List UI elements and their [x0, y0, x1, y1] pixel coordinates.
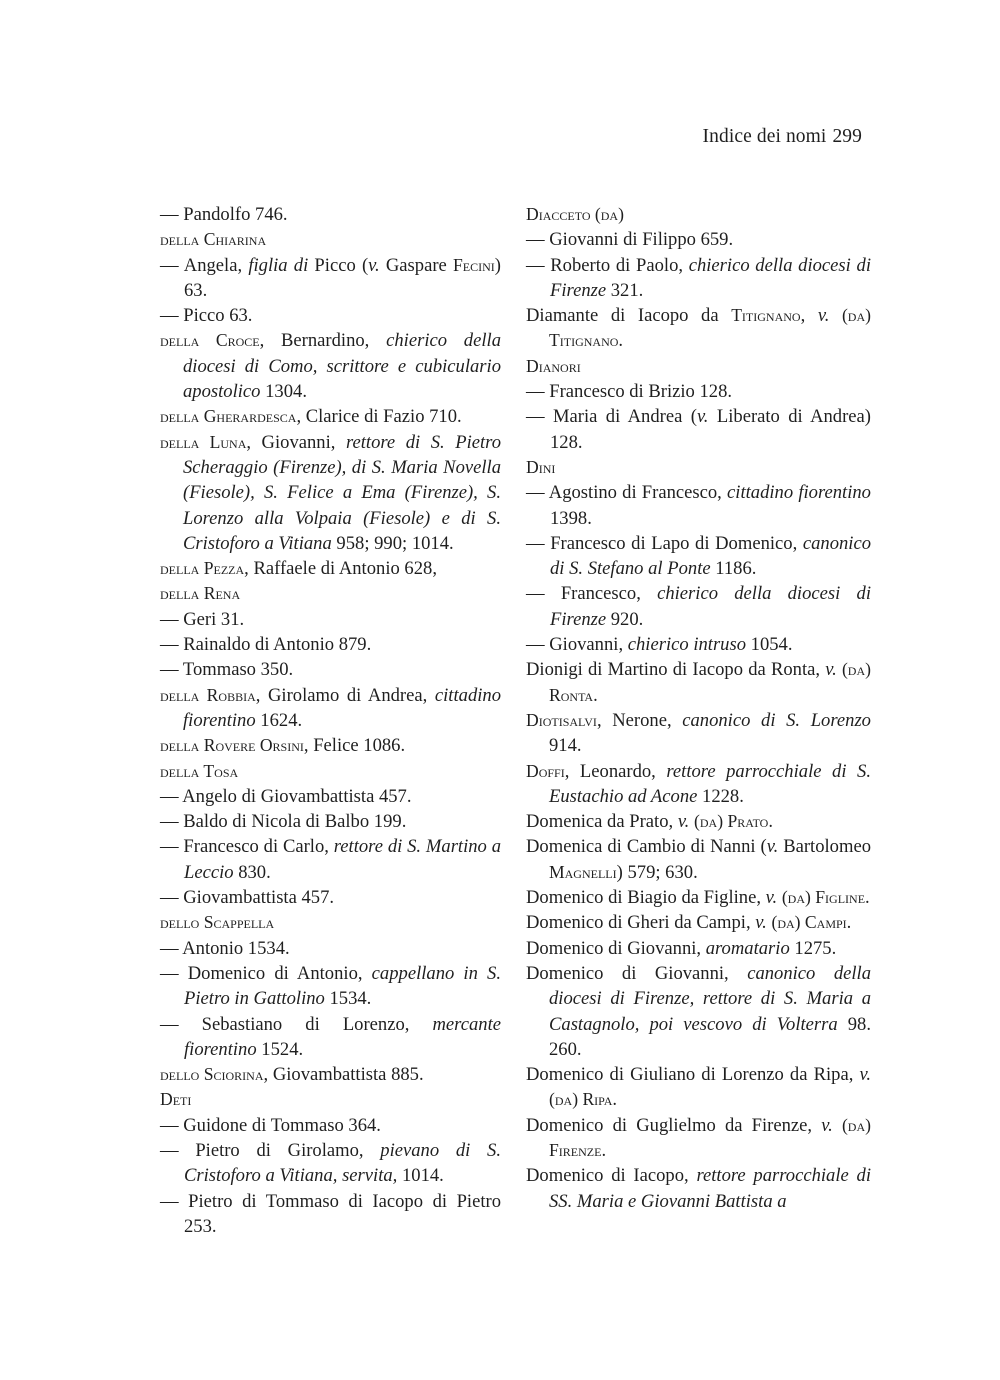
- entry-text: , Felice 1086.: [303, 735, 406, 757]
- italic-qualifier: aromatario: [705, 937, 790, 959]
- entry-text: — Agostino di Francesco,: [526, 482, 728, 504]
- surname-smallcaps: (da) Ripa: [549, 1089, 613, 1110]
- entry-text: — Domenico di Antonio,: [160, 962, 372, 984]
- surname-smallcaps: (da) Figline: [781, 887, 866, 908]
- italic-qualifier: v.: [821, 1114, 833, 1136]
- index-subentry: [160, 1012, 501, 1063]
- entry-text: .: [593, 684, 598, 706]
- surname-smallcaps: dello Scappella: [160, 912, 275, 933]
- entry-text: Domenico di Giuliano di Lorenzo da Ripa,: [526, 1064, 860, 1086]
- italic-qualifier: v.: [766, 836, 779, 858]
- italic-qualifier: pievano di S. Cristoforo a Vitiana, servita,: [184, 1139, 501, 1187]
- entry-text: .: [612, 1089, 618, 1111]
- index-subentry: [526, 531, 871, 582]
- entry-text: — Tommaso 350.: [160, 659, 294, 681]
- index-entry: [526, 961, 871, 1062]
- italic-qualifier: chierico della diocesi di Como, scrittore e cubiculario apostolico: [183, 330, 501, 403]
- index-subentry: [160, 961, 501, 1012]
- index-subentry: [160, 809, 501, 834]
- italic-qualifier: v.: [825, 659, 837, 681]
- index-entry: [160, 430, 501, 556]
- entry-text: — Maria di Andrea (: [526, 406, 697, 428]
- entry-text: Picco (: [308, 254, 369, 276]
- index-column-left: [160, 202, 501, 1239]
- index-entry: [160, 683, 501, 734]
- entry-text: 920.: [606, 608, 644, 630]
- page-number: 299: [832, 126, 862, 147]
- running-head-title: Indice dei nomi: [702, 126, 827, 147]
- entry-text: 1014.: [397, 1165, 444, 1187]
- index-entry: [160, 556, 501, 581]
- index-entry: [526, 885, 871, 910]
- index-subentry: [160, 303, 501, 328]
- entry-text: , Nerone,: [596, 709, 683, 731]
- entry-text: Dionigi di Martino di Iacopo da Ronta,: [526, 659, 826, 681]
- index-entry: [526, 657, 871, 708]
- entry-text: 1304.: [260, 381, 307, 403]
- index-subentry: [526, 632, 871, 657]
- index-subentry: [160, 784, 501, 809]
- surname-smallcaps: Doffi: [526, 760, 565, 781]
- index-entry: [526, 1163, 871, 1214]
- index-entry: [526, 708, 871, 759]
- index-entry: [526, 1113, 871, 1164]
- entry-text: , Raffaele di Antonio 628,: [244, 558, 437, 580]
- surname-smallcaps: della Gherardesca: [160, 406, 297, 427]
- entry-text: ) 579; 630.: [616, 861, 698, 883]
- italic-qualifier: v.: [859, 1064, 871, 1086]
- entry-text: Domenico di Giovanni,: [526, 962, 748, 984]
- surname-smallcaps: della Luna: [160, 431, 247, 452]
- index-entry: [526, 1062, 871, 1113]
- surname-smallcaps: della Croce: [160, 330, 260, 351]
- entry-text: 98. 260.: [549, 1013, 871, 1060]
- surname-smallcaps: Dianori: [526, 355, 581, 376]
- entry-text: .: [846, 912, 852, 934]
- entry-text: — Giovambattista 457.: [160, 887, 335, 909]
- entry-text: — Giovanni,: [526, 634, 628, 656]
- entry-text: ,: [800, 305, 818, 327]
- entry-text: — Antonio 1534.: [160, 937, 290, 959]
- index-subentry: [160, 253, 501, 304]
- entry-text: .: [768, 811, 774, 833]
- entry-text: 1524.: [256, 1038, 304, 1060]
- italic-qualifier: cittadino fiorentino: [727, 482, 871, 504]
- index-subentry: [526, 581, 871, 632]
- index-column-right: [526, 202, 871, 1214]
- entry-text: — Francesco di Carlo,: [160, 836, 334, 858]
- italic-qualifier: v.: [368, 254, 380, 276]
- index-entry: [160, 1087, 501, 1112]
- entry-text: — Angela,: [160, 254, 249, 276]
- entry-text: — Roberto di Paolo,: [526, 254, 689, 276]
- entry-text: — Francesco di Brizio 128.: [526, 381, 733, 403]
- entry-text: 1398.: [550, 507, 592, 529]
- surname-smallcaps: della Pezza: [160, 558, 245, 579]
- italic-qualifier: v.: [817, 305, 830, 327]
- index-subentry: [160, 607, 501, 632]
- entry-text: , Giovambattista 885.: [263, 1064, 424, 1086]
- index-entry: [160, 759, 501, 784]
- index-entry: [526, 936, 871, 961]
- index-subentry: [160, 936, 501, 961]
- entry-text: , Bernardino,: [259, 330, 387, 352]
- index-subentry: [160, 202, 501, 227]
- index-subentry: [526, 404, 871, 455]
- surname-smallcaps: (da) Campi: [771, 912, 847, 933]
- italic-qualifier: rettore parrocchiale di SS. Maria e Giovanni Battista a: [549, 1165, 871, 1212]
- entry-text: 1275.: [789, 937, 837, 959]
- italic-qualifier: chierico della diocesi di Firenze: [550, 254, 871, 301]
- entry-text: Domenico di Iacopo,: [526, 1165, 697, 1187]
- surname-smallcaps: dello Sciorina: [160, 1064, 264, 1085]
- entry-text: 321.: [606, 279, 644, 301]
- surname-smallcaps: Dini: [526, 456, 556, 477]
- entry-text: .: [601, 1139, 607, 1161]
- index-entry: [160, 404, 501, 429]
- index-subentry: [160, 1138, 501, 1189]
- italic-qualifier: canonico di S. Stefano al Ponte: [550, 532, 871, 580]
- entry-text: Domenica di Cambio di Nanni (: [526, 836, 767, 858]
- index-subentry: [160, 834, 501, 885]
- entry-text: — Giovanni di Filippo 659.: [526, 229, 734, 251]
- entry-text: — Geri 31.: [160, 608, 245, 630]
- italic-qualifier: rettore di S. Martino a Leccio: [184, 836, 501, 883]
- entry-text: Domenica da Prato,: [526, 811, 678, 833]
- entry-text: — Guidone di Tommaso 364.: [160, 1114, 381, 1136]
- surname-smallcaps: (da) Prato: [694, 811, 769, 832]
- entry-text: 1624.: [255, 709, 303, 731]
- entry-text: , Girolamo di Andrea,: [255, 684, 435, 706]
- entry-text: , Clarice di Fazio 710.: [296, 406, 462, 428]
- index-entry: [526, 303, 871, 354]
- surname-smallcaps: della Rena: [160, 583, 241, 604]
- italic-qualifier: figlia di: [248, 254, 309, 276]
- italic-qualifier: v.: [677, 811, 690, 833]
- index-subentry: [160, 885, 501, 910]
- surname-smallcaps: Titignano: [731, 305, 801, 326]
- entry-text: 830.: [233, 861, 271, 883]
- index-entry: [526, 202, 871, 227]
- index-entry: [526, 354, 871, 379]
- italic-qualifier: canonico della diocesi di Firenze, rettore di S. Maria a Castagnolo, poi vescovo di Volterra: [549, 962, 871, 1035]
- surname-smallcaps: (da) Firenze: [549, 1114, 871, 1160]
- entry-text: — Angelo di Giovambattista 457.: [160, 785, 412, 807]
- index-entry: [526, 809, 871, 834]
- index-entry: [160, 328, 501, 404]
- index-entry: [160, 910, 501, 935]
- surname-smallcaps: Magnelli: [549, 861, 617, 882]
- index-entry: [526, 455, 871, 480]
- italic-qualifier: v.: [765, 887, 778, 909]
- italic-qualifier: cappellano in S. Pietro in Gattolino: [184, 962, 501, 1010]
- entry-text: Liberato di Andrea) 128.: [550, 406, 871, 453]
- entry-text: Domenico di Gheri da Campi,: [526, 912, 756, 934]
- entry-text: — Francesco,: [526, 583, 658, 605]
- index-entry: [160, 581, 501, 606]
- italic-qualifier: rettore di S. Pietro Scheraggio (Firenze), di S. Maria Novella (Fiesole), S. Felice a Ema (Firenze), S. Lorenzo alla Volpaia (Fiesole) e di S. Cristoforo a Vitiana: [183, 431, 501, 554]
- italic-qualifier: v.: [696, 406, 709, 428]
- index-entry: [160, 733, 501, 758]
- entry-text: .: [865, 887, 870, 909]
- entry-text: .: [618, 330, 624, 352]
- surname-smallcaps: Diotisalvi: [526, 709, 597, 730]
- italic-qualifier: cittadino fiorentino: [183, 684, 501, 731]
- surname-smallcaps: della Tosa: [160, 760, 239, 781]
- entry-text: 1228.: [697, 785, 744, 807]
- entry-text: Diamante di Iacopo da: [526, 305, 732, 327]
- entry-text: , Giovanni,: [246, 431, 346, 453]
- entry-text: , Leonardo,: [564, 760, 667, 782]
- entry-text: Gaspare: [379, 254, 453, 276]
- surname-smallcaps: della Robbia: [160, 684, 256, 705]
- entry-text: 1534.: [324, 988, 372, 1010]
- surname-smallcaps: (da) Titignano: [549, 305, 871, 351]
- italic-qualifier: canonico di S. Lorenzo: [682, 709, 871, 731]
- index-subentry: [160, 1189, 501, 1240]
- entry-text: — Pietro di Tommaso di Iacopo di Pietro 253.: [160, 1190, 501, 1237]
- surname-smallcaps: Deti: [160, 1089, 192, 1110]
- entry-text: — Francesco di Lapo di Domenico,: [526, 532, 803, 554]
- entry-text: ) 63.: [184, 254, 501, 301]
- index-entry: [160, 1062, 501, 1087]
- surname-smallcaps: della Rovere Orsini: [160, 735, 304, 756]
- index-subentry: [160, 632, 501, 657]
- italic-qualifier: v.: [755, 912, 767, 934]
- entry-text: 1186.: [710, 558, 757, 580]
- entry-text: 914.: [549, 735, 582, 757]
- italic-qualifier: rettore parrocchiale di S. Eustachio ad Acone: [549, 760, 871, 807]
- entry-text: Domenico di Giovanni,: [526, 937, 706, 959]
- index-subentry: [526, 227, 871, 252]
- italic-qualifier: chierico della diocesi di Firenze: [550, 583, 871, 630]
- index-entry: [526, 910, 871, 935]
- index-subentry: [526, 480, 871, 531]
- entry-text: 1054.: [746, 634, 793, 656]
- entry-text: — Pandolfo 746.: [160, 204, 288, 225]
- index-entry: [526, 759, 871, 810]
- index-subentry: [160, 1113, 501, 1138]
- italic-qualifier: chierico intruso: [627, 634, 747, 656]
- surname-smallcaps: (da) Ronta: [549, 659, 871, 705]
- surname-smallcaps: della Chiarina: [160, 229, 267, 250]
- surname-smallcaps: Diacceto (da): [526, 204, 624, 224]
- entry-text: Bartolomeo: [778, 836, 871, 858]
- entry-text: — Rainaldo di Antonio 879.: [160, 634, 372, 656]
- entry-text: — Sebastiano di Lorenzo,: [160, 1013, 433, 1035]
- entry-text: — Pietro di Girolamo,: [160, 1139, 381, 1161]
- index-entry: [160, 227, 501, 252]
- index-entry: [526, 834, 871, 885]
- index-subentry: [526, 379, 871, 404]
- entry-text: 958; 990; 1014.: [331, 532, 454, 554]
- index-subentry: [160, 657, 501, 682]
- entry-text: — Picco 63.: [160, 305, 253, 327]
- italic-qualifier: mercante fiorentino: [184, 1013, 501, 1060]
- entry-text: Domenico di Biagio da Figline,: [526, 887, 766, 909]
- running-head: [600, 126, 862, 148]
- entry-text: [829, 305, 842, 326]
- entry-text: — Baldo di Nicola di Balbo 199.: [160, 811, 407, 833]
- entry-text: [833, 1115, 842, 1136]
- surname-smallcaps: Fecini: [452, 254, 495, 275]
- entry-text: Domenico di Guglielmo da Firenze,: [526, 1114, 822, 1136]
- index-subentry: [526, 253, 871, 304]
